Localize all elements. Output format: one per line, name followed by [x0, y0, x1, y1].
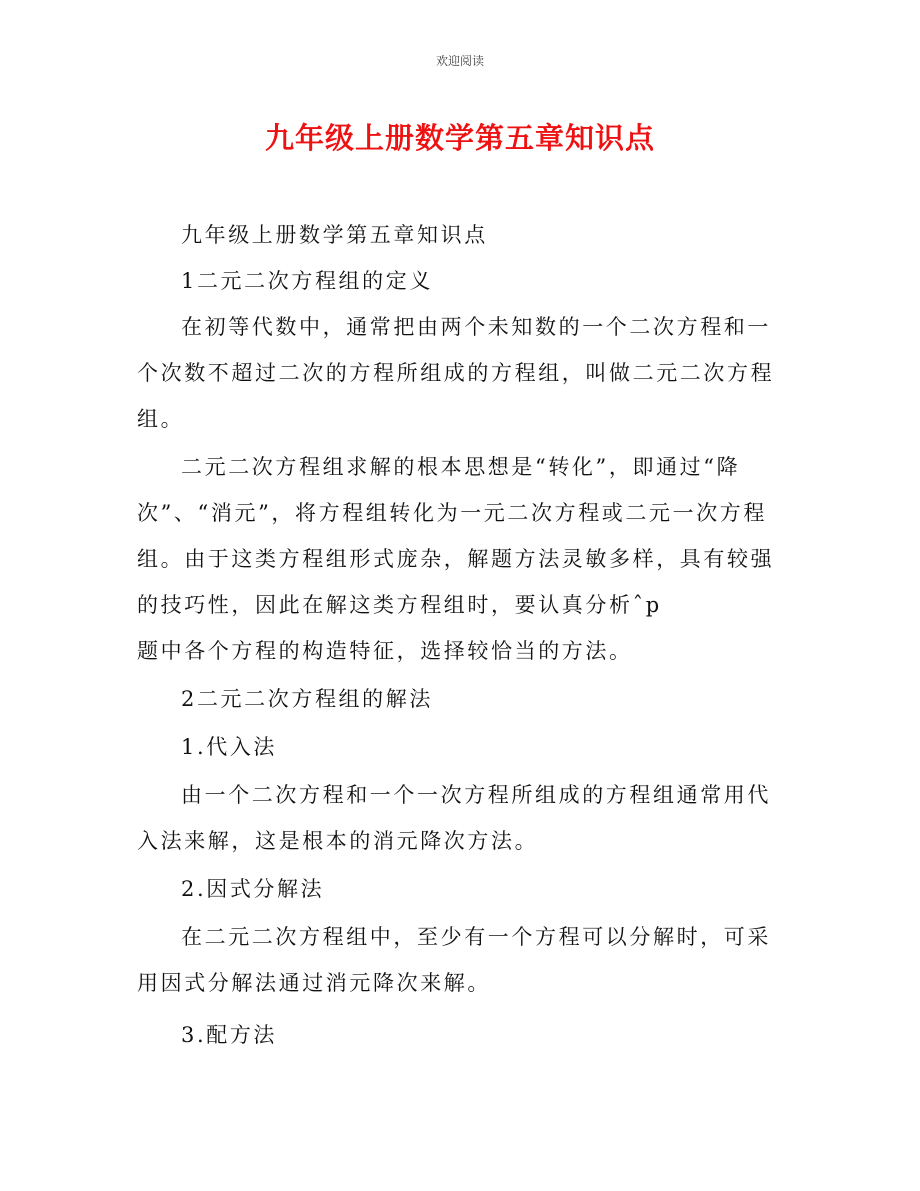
document-title: 九年级上册数学第五章知识点 [264, 121, 655, 155]
section-heading-2: 2二元二次方程组的解法 [181, 687, 433, 711]
section-heading-1: 1二元二次方程组的定义 [181, 269, 433, 293]
subtitle-paragraph: 九年级上册数学第五章知识点 [181, 223, 488, 247]
definition-paragraph: 在初等代数中，通常把由两个未知数的一个二次方程和一个次数不超过二次的方程所组成的方程组，叫做二元二次方程组。 [137, 315, 775, 431]
factoring-paragraph: 在二元二次方程组中，至少有一个方程可以分解时，可采用因式分解法通过消元降次来解。 [137, 925, 771, 995]
method-heading-substitution: 1.代入法 [181, 735, 278, 759]
substitution-paragraph: 由一个二次方程和一个一次方程所组成的方程组通常用代入法来解，这是根本的消元降次方法。 [137, 783, 771, 853]
method-heading-factoring: 2.因式分解法 [181, 877, 325, 901]
header-note: 欢迎阅读 [435, 54, 484, 68]
method-overview-continuation: 题中各个方程的构造特征，选择较恰当的方法。 [137, 639, 633, 663]
document-body [137, 212, 787, 1058]
method-overview-paragraph: 二元二次方程组求解的根本思想是“转化”，即通过“降次”、“消元”，将方程组转化为一元二次方程或二元一次方程组。由于这类方程组形式庞杂，解题方法灵敏多样，具有较强的技巧性，因此在解这类方程组时，要认真分析ˆp [137, 455, 775, 617]
method-heading-completing-square: 3.配方法 [181, 1023, 278, 1047]
